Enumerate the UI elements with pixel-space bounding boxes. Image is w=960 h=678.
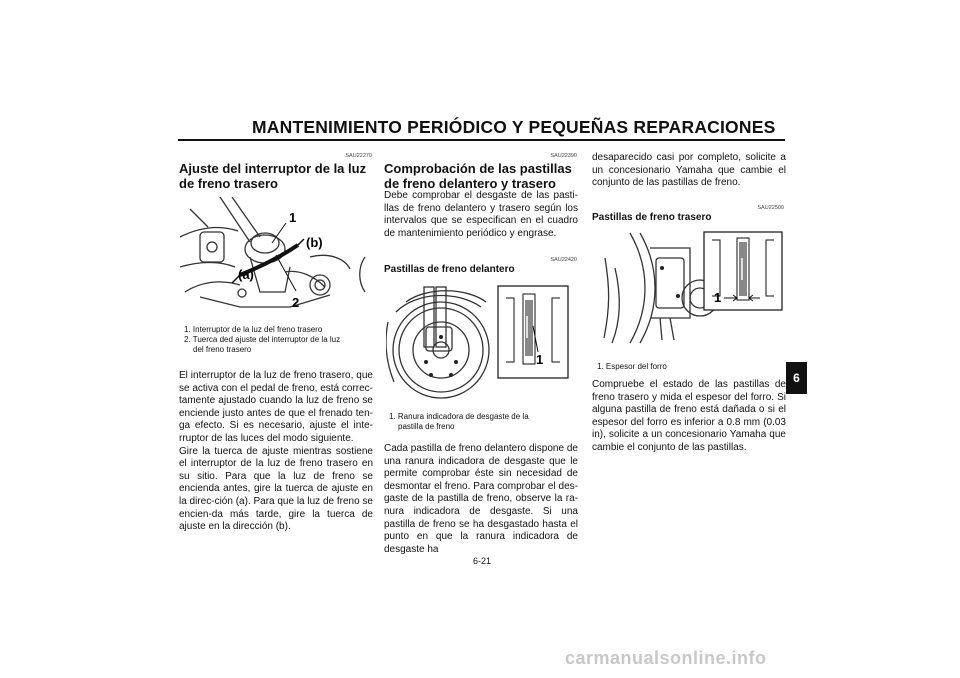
figure-captions [597, 362, 787, 372]
section-body [179, 370, 373, 534]
paragraph: El interruptor de la luz de freno trasero, que se activa con el pedal de freno, está correc-tamente ajustado cuando la luz de freno se enciende justo antes de que el frenado ten-ga efecto. Si es necesario, ajuste el inte-rruptor de las luces del modo siguiente. [179, 370, 373, 444]
figure-label-1: 1 [714, 290, 722, 305]
front-brake-figure [386, 282, 570, 404]
caption-item: pastilla de freno [398, 422, 455, 431]
caption-item: del freno trasero [193, 345, 252, 354]
page-title: MANTENIMIENTO PERIÓDICO Y PEQUEÑAS REPARACIONES [252, 117, 776, 137]
section-code: SAU22500 [757, 205, 784, 211]
section-heading: Ajuste del interruptor de la luz de freno trasero [179, 161, 367, 191]
title-rule [178, 139, 785, 141]
section-code: SAU22390 [550, 153, 577, 159]
section-code: SAU22420 [550, 257, 577, 263]
continuation-paragraph: desaparecido casi por completo, solicite a un concesionario Yamaha que cambie el conjunto de las pastillas de freno. [592, 152, 786, 189]
figure-label-1: 1 [289, 210, 297, 225]
paragraph: Gire la tuerca de ajuste mientras sostiene el interruptor de la luz de freno trasero en su sitio. Para que la luz de freno se encienda antes, gire la tuerca de ajuste en la direc-ción (a). Para que la luz de freno se encien-da más tarde, gire la tuerca de ajuste en la dirección (b). [179, 445, 373, 533]
subheading: Pastillas de freno delantero [384, 264, 515, 275]
intro-paragraph: Debe comprobar el desgaste de las pasti-llas de freno delantero y trasero según los intervalos que se especifican en el cuadro de mantenimiento periódico y engrase. [384, 190, 578, 239]
page-number: 6-21 [472, 556, 491, 566]
caption-item: 1. Interruptor de la luz del freno trasero [184, 325, 323, 334]
figure-label-b: (b) [306, 235, 323, 250]
figure-captions [184, 325, 374, 355]
section-body: Cada pastilla de freno delantero dispone de una ranura indicadora de desgaste que le permite comprobar éste sin necesidad de desmontar el freno. Para comprobar el des-gaste de la pastilla de freno, observe la ra-nura indicadora de desgaste. Si una pastilla de freno se ha desgastado hasta el punto en que la ranura indicadora de desgaste ha [384, 443, 578, 555]
section-code: SAU22270 [345, 153, 372, 159]
figure-label-1: 1 [536, 352, 544, 367]
brake-switch-figure [180, 197, 372, 317]
figure-label-2: 2 [292, 295, 300, 310]
section-body: Compruebe el estado de las pastillas de freno trasero y mida el espesor del forro. Si alguna pastilla de freno está dañada o si el espesor del forro es inferior a 0.8 mm (0.03 in), solicite a un concesionario Yamaha que cambie el conjunto de las pastillas. [592, 379, 786, 453]
section-heading: Comprobación de las pastillas de freno delantero y trasero [384, 161, 572, 191]
caption-item: 2. Tuerca ded ajuste del interruptor de la luz [184, 335, 341, 344]
figure-captions [389, 412, 579, 432]
rear-brake-figure [600, 228, 784, 346]
figure-label-a: (a) [238, 267, 254, 282]
chapter-tab: 6 [786, 362, 807, 394]
footer-watermark: carmanualsonline.info [565, 648, 767, 668]
caption-item: 1. Espesor del forro [597, 362, 667, 371]
subheading: Pastillas de freno trasero [592, 212, 712, 223]
caption-item: 1. Ranura indicadora de desgaste de la [389, 412, 529, 421]
